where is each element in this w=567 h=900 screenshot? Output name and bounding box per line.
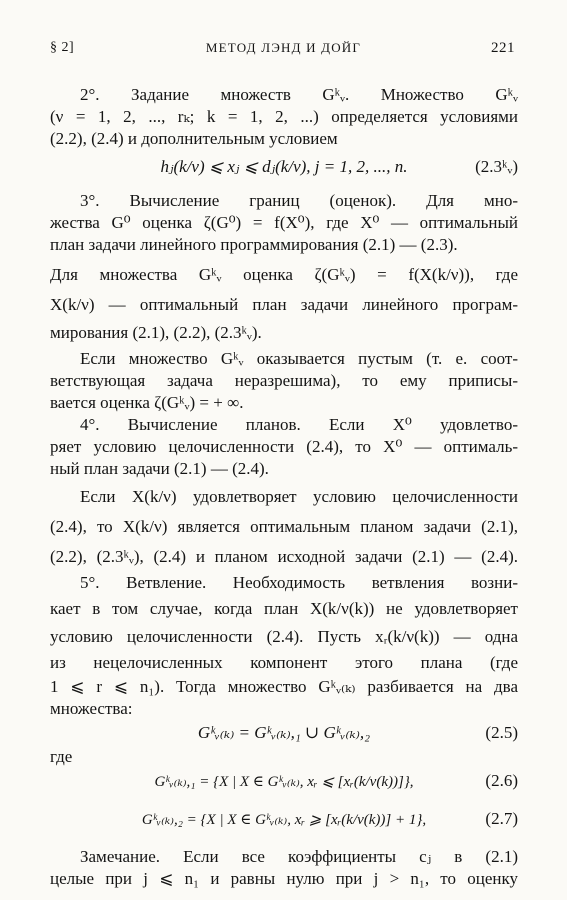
formula-body: Gᵏᵥ₍ₖ₎,₁ = {X | X ∈ Gᵏᵥ₍ₖ₎, xᵣ ⩽ [xᵣ(k/ν(k))]}, (154, 774, 414, 790)
text-line: где (50, 747, 73, 766)
text-line: 3°. Вычисление границ (оценок). Для мно- (80, 191, 518, 210)
formula-body: hⱼ(k/ν) ⩽ xⱼ ⩽ dⱼ(k/ν), j = 1, 2, ..., n. (160, 157, 408, 176)
text-line: (2.4), то X(k/ν) является оптимальным планом задачи (2.1), (50, 517, 518, 536)
text-line: 1 ⩽ r ⩽ n₁). Тогда множество Gᵏᵥ₍ₖ₎ разбивается на два (50, 677, 518, 696)
text-line: жества G⁰ оценка ζ(G⁰) = f(X⁰), где X⁰ — оптимальный (50, 213, 518, 232)
text-line: Если X(k/ν) удовлетворяет условию целочисленности (80, 487, 518, 506)
text-line: план задачи линейного программирования (2.1) — (2.3). (50, 235, 458, 254)
text-line: 5°. Ветвление. Необходимость ветвления возни- (80, 573, 518, 592)
text-line: Замечание. Если все коэффициенты cⱼ в (2.1) (80, 847, 518, 866)
section-marker: § 2] (50, 40, 75, 55)
running-title: МЕТОД ЛЭНД И ДОЙГ (205, 40, 362, 55)
equation-number: (2.3ᵏᵥ) (475, 157, 518, 176)
text-line: кает в том случае, когда план X(k/ν(k)) не удовлетворяет (50, 599, 518, 618)
text-line: X(k/ν) — оптимальный план задачи линейного програм- (50, 295, 518, 314)
formula-2-5 (50, 722, 518, 744)
formula-2-7 (50, 808, 518, 831)
text-line: условию целочисленности (2.4). Пусть xᵣ(k/ν(k)) — одна (50, 627, 518, 646)
formula-2-6 (50, 770, 518, 793)
equation-number: (2.6) (485, 771, 518, 790)
formula-body: Gᵏᵥ₍ₖ₎,₂ = {X | X ∈ Gᵏᵥ₍ₖ₎, xᵣ ⩾ [xᵣ(k/ν(k))] + 1}, (141, 812, 427, 828)
text-line: мирования (2.1), (2.2), (2.3ᵏᵥ). (50, 323, 262, 342)
text-line: множества: (50, 699, 133, 718)
equation-number: (2.5) (485, 723, 518, 742)
formula-2-3k (50, 156, 518, 178)
text-line: ный план задачи (2.1) — (2.4). (50, 459, 269, 478)
page-number: 221 (491, 40, 515, 56)
text-line: вается оценка ζ(Gᵏᵥ) = + ∞. (50, 393, 244, 412)
text-line: ряет условию целочисленности (2.4), то X⁰ — оптималь- (50, 437, 518, 456)
text-line: Если множество Gᵏᵥ оказывается пустым (т. е. соот- (80, 349, 518, 368)
text-line: (2.2), (2.3ᵏᵥ), (2.4) и планом исходной задачи (2.1) — (2.4). (50, 547, 518, 566)
text-line: 2°. Задание множеств Gᵏᵥ. Множество Gᵏᵥ (80, 85, 518, 104)
text-line: (2.2), (2.4) и дополнительным условием (50, 129, 338, 148)
text-line: (ν = 1, 2, ..., rₖ; k = 1, 2, ...) определяется условиями (50, 107, 518, 126)
text-line: 4°. Вычисление планов. Если X⁰ удовлетво- (80, 415, 518, 434)
text-line: ветствующая задача неразрешима), то ему приписы- (50, 371, 518, 390)
equation-number: (2.7) (485, 809, 518, 828)
text-line: целые при j ⩽ n₁ и равны нулю при j > n₁, то оценку (50, 869, 518, 888)
text-line: из нецелочисленных компонент этого плана (где (50, 653, 518, 672)
formula-body: Gᵏᵥ₍ₖ₎ = Gᵏᵥ₍ₖ₎,₁ ∪ Gᵏᵥ₍ₖ₎,₂ (197, 723, 371, 742)
text-line: Для множества Gᵏᵥ оценка ζ(Gᵏᵥ) = f(X(k/ν)), где (50, 265, 518, 284)
